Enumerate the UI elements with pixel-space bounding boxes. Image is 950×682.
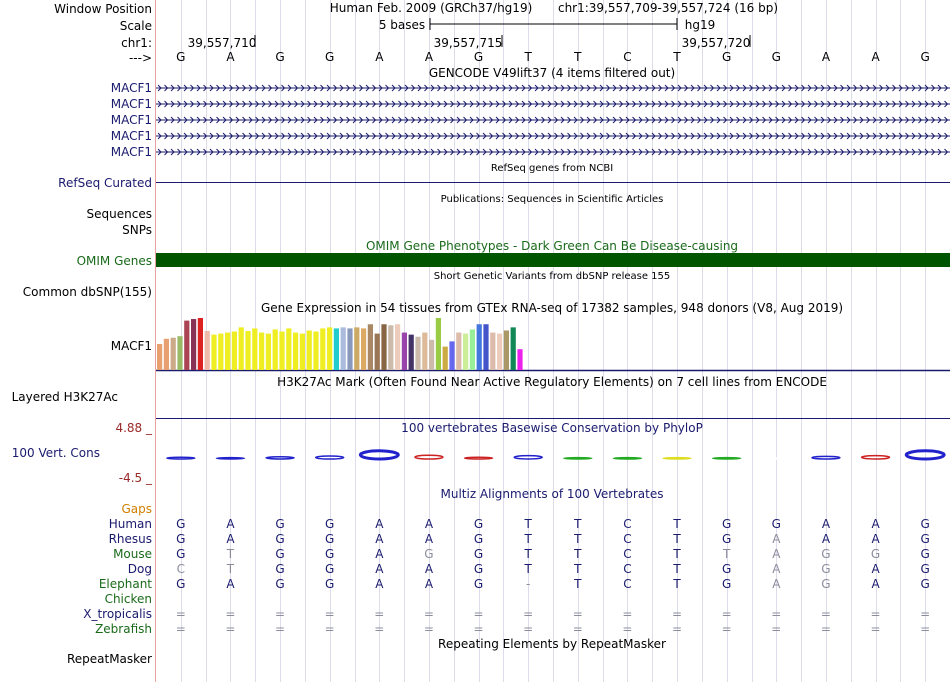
alignment-base: A [375,532,384,546]
gtex-tissue-bar[interactable] [307,330,312,370]
alignment-base: T [524,517,532,531]
tick-label: 39,557,720 [681,36,751,50]
alignment-base: A [226,517,235,531]
gtex-tissue-bar[interactable] [245,331,250,370]
gtex-tissue-bar[interactable] [511,327,516,370]
gtex-tissue-bar[interactable] [409,335,414,370]
scale-text: 5 bases [378,18,426,32]
alignment-base: = [771,622,782,636]
conservation-score-mark [762,458,790,459]
alignment-base: A [424,562,434,576]
h3k27ac-title: H3K27Ac Mark (Often Found Near Active Regulatory Elements) on 7 cell lines from ENCODE [277,375,827,389]
gtex-tissue-bar[interactable] [225,333,230,370]
alignment-base: = [622,607,633,621]
alignment-base: T [524,562,532,576]
strand-arrow-label[interactable]: ---> [128,51,152,65]
alignment-base: = [721,622,732,636]
reference-base: G [920,50,930,64]
conservation-score-mark [906,451,944,459]
alignment-base: A [772,577,781,591]
alignment-base: G [325,547,335,561]
species-label: Chicken [104,592,152,606]
cons-max-label: 4.88 _ [115,421,152,435]
gtex-tissue-bar[interactable] [341,327,346,370]
alignment-base: G [920,547,930,561]
conservation-score-mark [415,455,443,459]
omim-label[interactable]: OMIM Genes [76,254,152,268]
alignment-base: T [574,517,582,531]
gtex-tissue-bar[interactable] [313,332,318,370]
alignment-base: A [375,577,384,591]
alignment-base: A [424,517,434,531]
alignment-base: = [572,622,583,636]
gtex-tissue-bar[interactable] [375,334,380,370]
conservation-score-mark [360,451,398,459]
gtex-tissue-bar[interactable] [497,334,502,370]
alignment-base: T [723,547,731,561]
alignment-base: = [423,622,434,636]
alignment-base: = [523,607,534,621]
window-position-label: Window Position [54,2,152,16]
reference-base: A [375,50,384,64]
alignment-base: G [473,577,484,591]
reference-base: A [821,50,831,64]
species-label: Elephant [98,577,152,591]
gtex-title: Gene Expression in 54 tissues from GTEx RNA-seq of 17382 samples, 948 donors (V8, Aug 2019) [260,301,844,315]
alignment-base: G [176,547,186,561]
gtex-tissue-bar[interactable] [388,325,393,370]
alignment-base: G [722,532,732,546]
alignment-base: G [722,577,732,591]
alignment-base: A [772,532,781,546]
alignment-base: C [623,532,632,546]
alignment-base: = [473,622,484,636]
alignment-base: = [820,607,831,621]
gtex-tissue-bar[interactable] [395,324,400,370]
alignment-base: A [375,547,384,561]
conservation-score-mark [713,458,741,459]
conservation-score-mark [862,456,890,459]
alignment-base: T [574,562,582,576]
reference-base: G [275,50,285,64]
gtex-tissue-bar[interactable] [504,330,509,370]
alignment-base: = [622,622,633,636]
reference-base: C [623,50,632,64]
alignment-base: = [175,607,186,621]
species-label: Human [108,517,152,531]
alignment-base: = [324,607,335,621]
multiz-title: Multiz Alignments of 100 Vertebrates [440,487,664,501]
gtex-label[interactable]: MACF1 [110,339,152,353]
gtex-tissue-bar[interactable] [490,333,495,370]
gtex-tissue-bar[interactable] [300,334,305,370]
gencode-transcript[interactable] [156,117,950,123]
gtex-tissue-bar[interactable] [470,329,475,370]
gtex-tissue-bar[interactable] [266,334,271,370]
alignment-base: G [275,577,285,591]
gencode-item-label[interactable]: MACF1 [110,97,152,111]
species-label: Zebrafish [95,622,152,636]
alignment-base: G [771,517,781,531]
alignment-base: T [574,577,582,591]
gtex-tissue-bar[interactable] [320,328,325,370]
alignment-base: G [821,562,831,576]
alignment-base: A [821,532,831,546]
alignment-base: = [523,622,534,636]
omim-gene-bar[interactable] [156,253,950,267]
alignment-base: C [623,547,632,561]
alignment-base: C [623,517,632,531]
gtex-tissue-bar[interactable] [422,333,427,370]
alignment-base: A [226,532,235,546]
alignment-base: G [473,547,484,561]
alignment-base: A [871,532,880,546]
refseq-label[interactable]: RefSeq Curated [58,176,152,190]
alignment-base: G [920,532,930,546]
alignment-base: = [374,622,385,636]
pubs-title: Publications: Sequences in Scientific Articles [440,194,664,205]
reference-base: G [325,50,335,64]
reference-base: G [722,50,732,64]
alignment-base: = [324,622,335,636]
omim-title: OMIM Gene Phenotypes - Dark Green Can Be Disease-causing [365,239,739,253]
species-label: X_tropicalis [83,607,152,621]
assembly-title: Human Feb. 2009 (GRCh37/hg19) [329,1,533,15]
gtex-tissue-bar[interactable] [436,318,441,370]
chrom-label: chr1: [121,36,152,50]
reference-base: A [871,50,880,64]
alignment-base: = [820,622,831,636]
gtex-tissue-bar[interactable] [218,334,223,370]
alignment-base: A [871,517,880,531]
gtex-tissue-bar[interactable] [184,321,189,370]
gtex-tissue-bar[interactable] [198,318,203,370]
alignment-base: G [275,532,285,546]
alignment-base: T [673,517,681,531]
alignment-base: T [574,547,582,561]
species-label: Rhesus [108,532,152,546]
repeatmasker-label[interactable]: RepeatMasker [66,652,152,666]
gtex-tissue-bar[interactable] [429,340,434,370]
alignment-base: T [574,532,582,546]
gtex-tissue-bar[interactable] [415,337,420,370]
pubs-snps-label[interactable]: SNPs [122,223,152,237]
gencode-title: GENCODE V49lift37 (4 items filtered out) [428,66,676,80]
alignment-base: T [226,547,235,561]
alignment-base: = [870,607,881,621]
gencode-transcript[interactable] [156,133,950,139]
track-labels [0,0,156,682]
alignment-base: G [424,547,434,561]
alignment-base: A [772,547,781,561]
gencode-transcript[interactable] [156,101,950,107]
alignment-base: A [871,562,880,576]
reference-base: G [176,50,186,64]
alignment-base: = [672,622,683,636]
gencode-transcript[interactable] [156,85,950,91]
reference-base: T [524,50,532,64]
gtex-tissue-bar[interactable] [177,336,182,370]
conservation-score-mark [663,458,691,459]
gtex-tissue-bar[interactable] [164,339,169,370]
gtex-tissue-bar[interactable] [361,328,366,370]
gtex-tissue-bar[interactable] [517,349,522,370]
conservation-score-mark [167,457,195,459]
alignment-base: A [375,562,384,576]
alignment-base: T [673,577,681,591]
alignment-base: = [920,607,931,621]
alignment-base: = [423,607,434,621]
gtex-tissue-bar[interactable] [205,331,210,370]
conservation-score-mark [316,456,344,459]
repeatmasker-title: Repeating Elements by RepeatMasker [438,637,666,651]
species-label: Mouse [113,547,152,561]
alignment-base: T [524,547,532,561]
gencode-item-label[interactable]: MACF1 [110,129,152,143]
alignment-base: = [920,622,931,636]
alignment-base: G [275,517,285,531]
reference-base: A [226,50,235,64]
gtex-tissue-bar[interactable] [381,324,386,370]
alignment-base: G [920,517,930,531]
cons-label[interactable]: 100 Vert. Cons [11,446,100,460]
alignment-base: G [325,562,335,576]
gtex-tissue-bar[interactable] [327,327,332,370]
browser-image[interactable] [156,0,950,682]
reference-base: G [771,50,781,64]
alignment-base: = [225,622,236,636]
alignment-base: T [524,532,532,546]
alignment-base: = [275,622,286,636]
gtex-tissue-bar[interactable] [171,338,176,370]
alignment-base: C [623,577,632,591]
conservation-score-mark [465,457,493,459]
dbsnp-title: Short Genetic Variants from dbSNP release 155 [433,271,671,282]
alignment-base: A [821,517,831,531]
alignment-base: = [275,607,286,621]
gtex-tissue-bar[interactable] [157,344,162,370]
alignment-base: G [325,577,335,591]
alignment-base: G [325,517,335,531]
gtex-tissue-bar[interactable] [286,328,291,370]
alignment-base: A [871,577,880,591]
cons-title: 100 vertebrates Basewise Conservation by PhyloP [401,421,703,435]
gtex-tissue-bar[interactable] [347,328,352,370]
tick-label: 39,557,710 [187,36,257,50]
alignment-base: A [424,577,434,591]
alignment-base: A [772,562,781,576]
gtex-tissue-bar[interactable] [211,335,216,370]
alignment-base: = [721,607,732,621]
alignment-base: = [175,622,186,636]
cons-min-label: -4.5 _ [118,471,152,485]
alignment-base: T [673,532,681,546]
alignment-base: G [473,562,484,576]
position-title: chr1:39,557,709-39,557,724 (16 bp) [557,1,779,15]
gtex-tissue-bar[interactable] [239,327,244,370]
dbsnp-label[interactable]: Common dbSNP(155) [22,285,152,299]
alignment-base: G [176,577,186,591]
gtex-tissue-bar[interactable] [279,332,284,370]
scale-label: Scale [119,19,152,33]
alignment-base: A [424,532,434,546]
alignment-base: G [722,517,732,531]
gencode-item-label[interactable]: MACF1 [110,81,152,95]
conservation-score-mark [564,458,592,459]
alignment-base: - [526,577,531,591]
gtex-tissue-bar[interactable] [252,328,257,370]
gtex-tissue-bar[interactable] [402,333,407,370]
alignment-base: C [623,562,632,576]
alignment-base: G [821,547,831,561]
gtex-tissue-bar[interactable] [293,333,298,370]
gaps-label: Gaps [121,502,152,516]
alignment-base: T [226,562,235,576]
alignment-base: = [572,607,583,621]
gtex-tissue-bar[interactable] [259,333,264,370]
alignment-base: = [870,622,881,636]
alignment-base: G [176,517,186,531]
alignment-base: G [275,547,285,561]
alignment-base: G [176,532,186,546]
gtex-tissue-bar[interactable] [354,327,359,370]
alignment-base: A [226,577,235,591]
reference-base: T [673,50,681,64]
gtex-tissue-bar[interactable] [334,328,339,370]
reference-base: T [574,50,582,64]
pubs-sequences-label[interactable]: Sequences [86,207,152,221]
gtex-tissue-bar[interactable] [273,329,278,370]
species-label: Dog [127,562,152,576]
alignment-base: T [673,547,681,561]
alignment-base: = [374,607,385,621]
conservation-score-mark [812,456,840,459]
gtex-tissue-bar[interactable] [449,341,454,370]
gtex-tissue-bar[interactable] [477,324,482,370]
conservation-score-mark [216,458,244,459]
gtex-tissue-bar[interactable] [483,324,488,370]
alignment-base: G [920,562,930,576]
alignment-base: C [176,562,185,576]
alignment-base: T [673,562,681,576]
gtex-tissue-bar[interactable] [463,334,468,370]
gtex-tissue-bar[interactable] [368,324,373,370]
alignment-base: G [920,577,930,591]
refseq-title: RefSeq genes from NCBI [490,163,614,174]
gtex-tissue-bar[interactable] [232,332,237,370]
alignment-base: = [473,607,484,621]
alignment-base: G [722,562,732,576]
alignment-base: G [473,517,484,531]
gtex-tissue-bar[interactable] [456,333,461,370]
gtex-tissue-bar[interactable] [191,319,196,370]
alignment-base: G [870,547,881,561]
alignment-base: = [771,607,782,621]
alignment-base: G [275,562,285,576]
track-graphics [156,0,950,682]
gtex-tissue-bar[interactable] [443,347,448,370]
alignment-base: G [473,532,484,546]
alignment-base: G [821,577,831,591]
alignment-base: = [225,607,236,621]
conservation-score-mark [266,457,294,459]
gencode-transcript[interactable] [156,149,950,155]
db-label: hg19 [684,18,716,32]
alignment-base: = [672,607,683,621]
gencode-item-label[interactable]: MACF1 [110,145,152,159]
alignment-base: G [325,532,335,546]
alignment-base: A [375,517,384,531]
conservation-score-mark [613,458,641,459]
tick-label: 39,557,715 [433,36,503,50]
reference-base: G [473,50,484,64]
gencode-item-label[interactable]: MACF1 [110,113,152,127]
conservation-score-mark [514,456,542,459]
h3k27ac-label[interactable]: Layered H3K27Ac [11,390,118,404]
reference-base: A [424,50,434,64]
